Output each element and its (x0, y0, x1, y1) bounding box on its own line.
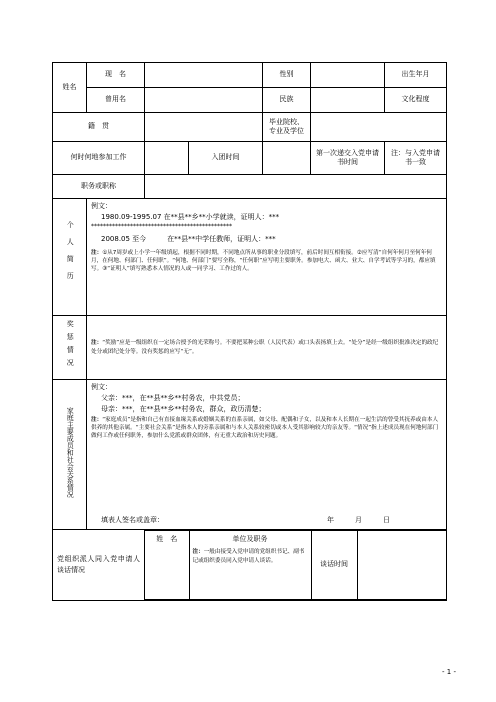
current-name-field[interactable] (145, 63, 263, 88)
family-note (91, 416, 442, 440)
ethnicity-label: 民族 (263, 88, 311, 113)
name-group-label: 姓名 (53, 63, 87, 113)
work-start-label: 何时何地参加工作 (53, 142, 145, 175)
resume-note (91, 249, 442, 273)
family-line: 母亲：***，在**县**乡**村务农，群众，政历清楚； (101, 405, 266, 414)
resume-label: 个人简历 (53, 199, 87, 316)
talk-note-prefix: 注： (192, 549, 204, 556)
former-name-field[interactable] (145, 88, 263, 113)
family-section[interactable] (87, 380, 447, 530)
resume-note-text: ①从7周岁或上小学一年级填起，根据不同时期，不同地点所从事的职业分段填写，前后时间互相衔接。②应写清“自何年何月至何年何月，在何地、何部门、任何职”。“何地、何部门”要写全称，“任何职”应写明主要职务。参加电大、函大、业大、自学考试等学习的，都应填写。③“证明人”填写熟悉本人情况的人或一同学习、工作过的人。 (91, 249, 436, 272)
family-example-title: 例文： (91, 383, 112, 391)
education-label: 文化程度 (385, 88, 447, 113)
signature-day: 日 (383, 515, 390, 524)
resume-section[interactable] (87, 199, 447, 316)
talk-name-label: 姓 名 (145, 531, 189, 600)
position-title-label: 职务或职称 (53, 175, 145, 199)
signature-label: 填表人签名或盖章： (101, 515, 164, 524)
graduation-school-field[interactable] (311, 113, 447, 142)
birth-date-label: 出生年月 (385, 63, 447, 88)
family-line: 父亲：***，在**县**乡**村务农，中共党员； (101, 394, 245, 403)
league-join-field[interactable] (263, 142, 311, 175)
former-name-label: 曾用名 (87, 88, 145, 113)
talk-unit-label: 单位及职务 (232, 535, 268, 543)
application-form-table (52, 62, 447, 601)
current-name-label: 现 名 (87, 63, 145, 88)
rewards-note (91, 339, 442, 355)
rewards-note-prefix: 注： (91, 340, 103, 347)
ethnicity-field[interactable] (311, 88, 385, 113)
rewards-note-text: “奖励”应是一级组织在一定场合授予的光荣称号。不要把某种公职（人民代表）或口头表扬填上去。“处分”是经一级组织批准决定的政纪处分或团纪处分等。没有奖惩的应写“无”。 (91, 340, 439, 355)
gender-field[interactable] (311, 63, 385, 88)
family-note-prefix: 注： (91, 416, 103, 423)
native-place-label: 籍 贯 (53, 113, 145, 142)
resume-line: 1980.09-1995.07 在**县**乡**小学就读，证明人：*** (101, 213, 280, 222)
resume-note-prefix: 注： (91, 249, 103, 256)
work-start-field[interactable] (145, 142, 189, 175)
graduation-school-label: 毕业院校、专业及学位 (263, 113, 311, 142)
league-join-label: 入团时间 (189, 142, 263, 175)
talk-note-text: 一般由接受入党申请的党组织书记、副书记或组织委员同入党申请人谈话。 (192, 549, 305, 564)
first-application-label: 第一次递交入党申请书时间 (311, 142, 385, 175)
resume-line: 2008.05 至今 在**县**中学任教师，证明人：*** (101, 234, 276, 243)
gender-label: 性别 (263, 63, 311, 88)
signature-year: 年 (327, 515, 334, 524)
talk-time-field[interactable] (357, 531, 447, 600)
talk-label: 党组织派人同入党申请人谈话情况 (53, 530, 145, 601)
talk-time-label: 谈话时间 (311, 531, 357, 600)
resume-example-title: 例文： (91, 202, 112, 210)
rewards-label: 奖惩情况 (53, 316, 87, 380)
native-place-field[interactable] (145, 113, 263, 142)
application-note: 注：与入党申请书一致 (385, 142, 447, 175)
signature-month: 月 (355, 515, 362, 524)
signature-row (101, 516, 442, 525)
rewards-section[interactable] (87, 316, 447, 380)
resume-line: *********************************************** (91, 223, 232, 231)
family-label: 家庭主要成员和社会关系情况 (53, 380, 87, 530)
position-title-field[interactable] (145, 175, 447, 199)
page-number: - 1 - (442, 668, 456, 676)
talk-section (145, 530, 447, 601)
talk-note (193, 548, 308, 564)
family-note-text: “家庭成员”是指和自己有直接血缘关系或婚姻关系的直系亲属，如父母、配偶和子女，以及和本人长期在一起生活的曾受其抚养或由本人供养的其他亲属。“主要社会关系”是指本人的旁系亲属和与本人关系较密切或本人受其影响较大的亲友等。“情况”指上述成员现在何地何部门做何工作或任何职务，参加什么党派或群众团体，有无重大政治和历史问题。 (91, 416, 439, 439)
talk-unit-cell[interactable] (189, 531, 311, 600)
